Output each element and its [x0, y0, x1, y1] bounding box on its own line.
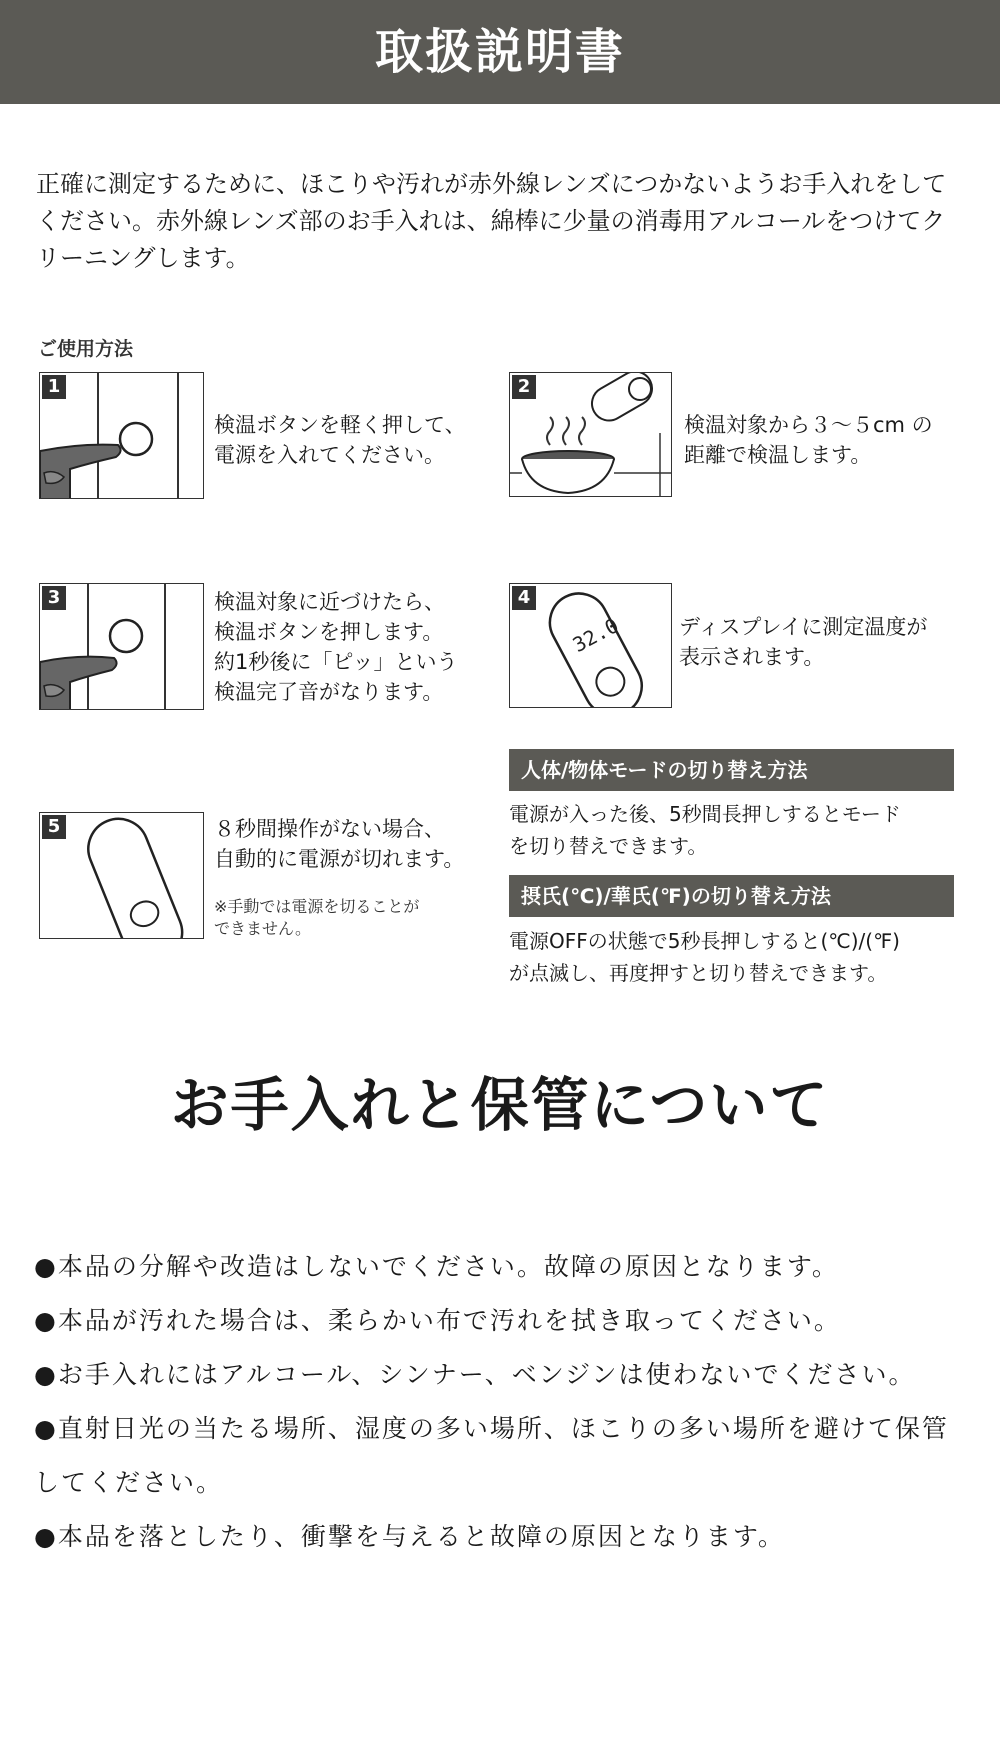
care-item: ●直射日光の当たる場所、湿度の多い場所、ほこりの多い場所を避けて保管してください。: [34, 1414, 949, 1497]
unit-switch-text: 電源OFFの状態で5秒長押しすると(℃)/(℉) が点滅し、再度押すと切り替えできます。: [509, 929, 900, 985]
step-3-illustration: [39, 583, 204, 710]
step-5-illustration: [39, 812, 204, 939]
step-2-number: 2: [512, 375, 536, 399]
step-3-number: 3: [42, 586, 66, 610]
step-3-text: 検温対象に近づけたら、 検温ボタンを押します。 約1秒後に「ピッ」という 検温完了音がなります。: [214, 590, 458, 704]
step-1-illustration: [39, 372, 204, 499]
step-5-number: 5: [42, 815, 66, 839]
care-list: [34, 1240, 974, 1564]
step-2-text: 検温対象から３～５cm の 距離で検温します。: [684, 413, 933, 467]
page-header: [0, 0, 1000, 104]
intro-text: 正確に測定するために、ほこりや汚れが赤外線レンズにつかないようお手入れをしてください。赤外線レンズ部のお手入れは、綿棒に少量の消毒用アルコールをつけてクリーニングします。: [36, 170, 947, 272]
thermometer-display: 32.0: [568, 613, 623, 657]
step-2-illustration: [509, 372, 672, 497]
step-4-number: 4: [512, 586, 536, 610]
step-5-note: ※手動では電源を切ることが できません。: [214, 897, 420, 938]
step-1-text: 検温ボタンを軽く押して、 電源を入れてください。: [214, 413, 466, 467]
care-section-title: お手入れと保管について: [170, 1071, 830, 1139]
care-item: ●本品を落としたり、衝撃を与えると故障の原因となります。: [34, 1522, 785, 1551]
unit-switch-heading: 摂氏(℃)/華氏(℉)の切り替え方法: [509, 875, 954, 917]
usage-section-title: ご使用方法: [38, 338, 134, 360]
care-item: ●お手入れにはアルコール、シンナー、ベンジンは使わないでください。: [34, 1360, 916, 1389]
step-4-illustration: [509, 583, 672, 708]
mode-switch-text: 電源が入った後、5秒間長押しするとモード を切り替えできます。: [509, 802, 901, 858]
step-1-number: 1: [42, 375, 66, 399]
care-item: ●本品が汚れた場合は、柔らかい布で汚れを拭き取ってください。: [34, 1306, 841, 1335]
care-item: ●本品の分解や改造はしないでください。故障の原因となります。: [34, 1252, 839, 1281]
step-4-text: ディスプレイに測定温度が 表示されます。: [679, 615, 928, 669]
mode-switch-heading: 人体/物体モードの切り替え方法: [509, 749, 954, 791]
page-title: 取扱説明書: [374, 24, 625, 80]
step-5-text: ８秒間操作がない場合、 自動的に電源が切れます。: [214, 817, 465, 871]
